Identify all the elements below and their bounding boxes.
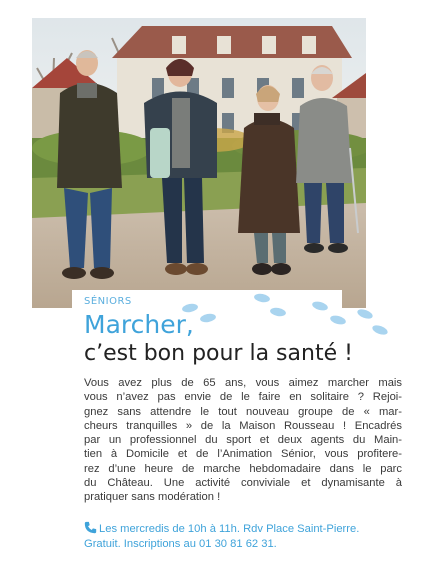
section-label: SÉNIORS	[84, 296, 132, 307]
body-line: rez d’une heure de marche hebdomadaire dans le parc	[84, 462, 402, 475]
body-line: Vous avez plus de 65 ans, vous aimez marcher mais	[84, 377, 402, 389]
info-line-schedule	[84, 521, 404, 537]
body-line: par un professionnel du sport et deux agents du Main-	[84, 434, 402, 447]
info-line-registration: Gratuit. Inscriptions au 01 30 81 62 31.	[84, 538, 277, 550]
body-line: cheurs tranquilles » de la Maison Rousseau ! Encadrés	[84, 419, 402, 432]
article-title-line2: c’est bon pour la santé !	[84, 341, 353, 366]
info-schedule-text: Les mercredis de 10h à 11h. Rdv Place Saint-Pierre.	[99, 523, 360, 535]
body-line: pratiquer sans modération !	[84, 491, 221, 504]
body-line: vous n’avez pas envie de le faire en solitaire ? Rejoi-	[84, 391, 402, 404]
body-line: gnez sans attendre le tout nouveau groupe de « mar-	[84, 405, 402, 418]
article-body	[84, 376, 402, 505]
phone-icon	[84, 521, 97, 534]
article-photo	[32, 18, 366, 308]
body-line: du Château. Une activité conviviale et dynamisante à	[84, 477, 402, 490]
walkers-photo-image	[32, 18, 366, 308]
article-title-line1: Marcher,	[84, 310, 194, 339]
article-info	[84, 521, 404, 552]
body-line: tien à Domicile et de l’Animation Sénior, vous profitere-	[84, 448, 402, 461]
footprints-icon	[170, 286, 390, 346]
